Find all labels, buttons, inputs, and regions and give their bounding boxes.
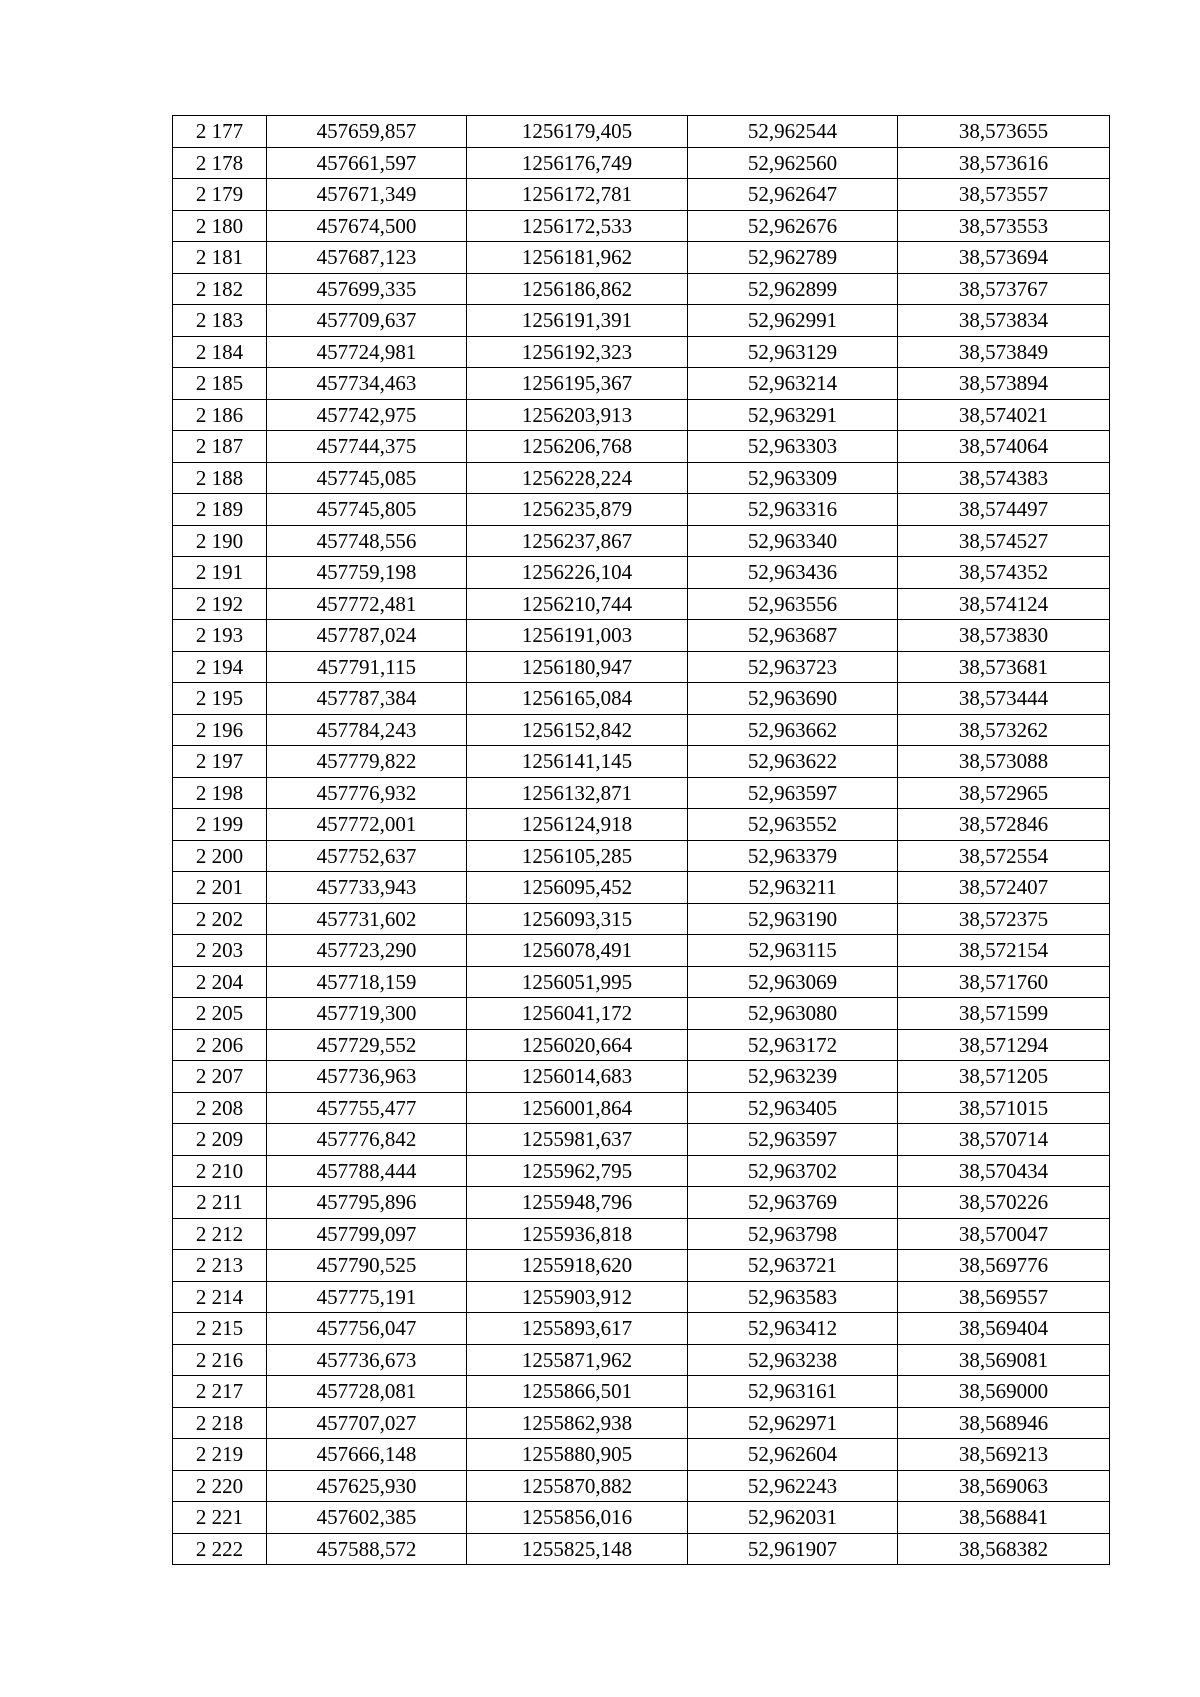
latitude-cell: 52,963309 [688, 462, 898, 494]
longitude-cell: 38,569213 [898, 1439, 1110, 1471]
table-row [173, 557, 1110, 589]
x-coordinate-cell: 457674,500 [267, 210, 467, 242]
longitude-cell: 38,573088 [898, 746, 1110, 778]
longitude-cell: 38,568382 [898, 1533, 1110, 1565]
latitude-cell: 52,962647 [688, 179, 898, 211]
point-number-cell: 2 218 [173, 1407, 267, 1439]
latitude-cell: 52,963069 [688, 966, 898, 998]
x-coordinate-cell: 457724,981 [267, 336, 467, 368]
x-coordinate-cell: 457728,081 [267, 1376, 467, 1408]
point-number-cell: 2 191 [173, 557, 267, 589]
point-number-cell: 2 181 [173, 242, 267, 274]
y-coordinate-cell: 1256165,084 [467, 683, 688, 715]
longitude-cell: 38,574383 [898, 462, 1110, 494]
latitude-cell: 52,963379 [688, 840, 898, 872]
y-coordinate-cell: 1256095,452 [467, 872, 688, 904]
longitude-cell: 38,568946 [898, 1407, 1110, 1439]
x-coordinate-cell: 457742,975 [267, 399, 467, 431]
point-number-cell: 2 219 [173, 1439, 267, 1471]
x-coordinate-cell: 457772,001 [267, 809, 467, 841]
latitude-cell: 52,963291 [688, 399, 898, 431]
latitude-cell: 52,963129 [688, 336, 898, 368]
x-coordinate-cell: 457745,805 [267, 494, 467, 526]
y-coordinate-cell: 1256237,867 [467, 525, 688, 557]
table-row [173, 179, 1110, 211]
point-number-cell: 2 211 [173, 1187, 267, 1219]
point-number-cell: 2 196 [173, 714, 267, 746]
latitude-cell: 52,963556 [688, 588, 898, 620]
table-row [173, 1061, 1110, 1093]
x-coordinate-cell: 457659,857 [267, 116, 467, 148]
point-number-cell: 2 198 [173, 777, 267, 809]
latitude-cell: 52,962676 [688, 210, 898, 242]
y-coordinate-cell: 1255903,912 [467, 1281, 688, 1313]
table-row [173, 336, 1110, 368]
latitude-cell: 52,962899 [688, 273, 898, 305]
x-coordinate-cell: 457729,552 [267, 1029, 467, 1061]
x-coordinate-cell: 457756,047 [267, 1313, 467, 1345]
latitude-cell: 52,963161 [688, 1376, 898, 1408]
table-row [173, 1376, 1110, 1408]
x-coordinate-cell: 457744,375 [267, 431, 467, 463]
x-coordinate-cell: 457755,477 [267, 1092, 467, 1124]
y-coordinate-cell: 1255962,795 [467, 1155, 688, 1187]
point-number-cell: 2 214 [173, 1281, 267, 1313]
latitude-cell: 52,963690 [688, 683, 898, 715]
table-row [173, 1029, 1110, 1061]
y-coordinate-cell: 1256020,664 [467, 1029, 688, 1061]
longitude-cell: 38,573655 [898, 116, 1110, 148]
point-number-cell: 2 216 [173, 1344, 267, 1376]
longitude-cell: 38,574527 [898, 525, 1110, 557]
point-number-cell: 2 208 [173, 1092, 267, 1124]
point-number-cell: 2 177 [173, 116, 267, 148]
point-number-cell: 2 189 [173, 494, 267, 526]
point-number-cell: 2 180 [173, 210, 267, 242]
longitude-cell: 38,572554 [898, 840, 1110, 872]
table-row [173, 210, 1110, 242]
longitude-cell: 38,570047 [898, 1218, 1110, 1250]
y-coordinate-cell: 1256192,323 [467, 336, 688, 368]
y-coordinate-cell: 1255936,818 [467, 1218, 688, 1250]
longitude-cell: 38,573694 [898, 242, 1110, 274]
y-coordinate-cell: 1256186,862 [467, 273, 688, 305]
table-row [173, 1281, 1110, 1313]
y-coordinate-cell: 1255893,617 [467, 1313, 688, 1345]
y-coordinate-cell: 1256191,391 [467, 305, 688, 337]
x-coordinate-cell: 457734,463 [267, 368, 467, 400]
table-row [173, 368, 1110, 400]
longitude-cell: 38,571294 [898, 1029, 1110, 1061]
table-row [173, 242, 1110, 274]
x-coordinate-cell: 457748,556 [267, 525, 467, 557]
y-coordinate-cell: 1256105,285 [467, 840, 688, 872]
table-row [173, 966, 1110, 998]
y-coordinate-cell: 1255856,016 [467, 1502, 688, 1534]
y-coordinate-cell: 1256206,768 [467, 431, 688, 463]
y-coordinate-cell: 1256195,367 [467, 368, 688, 400]
longitude-cell: 38,569776 [898, 1250, 1110, 1282]
y-coordinate-cell: 1256226,104 [467, 557, 688, 589]
table-row [173, 1502, 1110, 1534]
latitude-cell: 52,962604 [688, 1439, 898, 1471]
table-row [173, 998, 1110, 1030]
latitude-cell: 52,963190 [688, 903, 898, 935]
coordinates-table [172, 115, 1110, 1565]
x-coordinate-cell: 457799,097 [267, 1218, 467, 1250]
y-coordinate-cell: 1255880,905 [467, 1439, 688, 1471]
x-coordinate-cell: 457776,932 [267, 777, 467, 809]
latitude-cell: 52,961907 [688, 1533, 898, 1565]
latitude-cell: 52,963239 [688, 1061, 898, 1093]
x-coordinate-cell: 457779,822 [267, 746, 467, 778]
longitude-cell: 38,571599 [898, 998, 1110, 1030]
longitude-cell: 38,572154 [898, 935, 1110, 967]
latitude-cell: 52,963798 [688, 1218, 898, 1250]
latitude-cell: 52,963687 [688, 620, 898, 652]
y-coordinate-cell: 1256210,744 [467, 588, 688, 620]
longitude-cell: 38,571015 [898, 1092, 1110, 1124]
x-coordinate-cell: 457733,943 [267, 872, 467, 904]
y-coordinate-cell: 1256228,224 [467, 462, 688, 494]
x-coordinate-cell: 457625,930 [267, 1470, 467, 1502]
y-coordinate-cell: 1256093,315 [467, 903, 688, 935]
longitude-cell: 38,574021 [898, 399, 1110, 431]
longitude-cell: 38,568841 [898, 1502, 1110, 1534]
latitude-cell: 52,963702 [688, 1155, 898, 1187]
longitude-cell: 38,569000 [898, 1376, 1110, 1408]
y-coordinate-cell: 1256132,871 [467, 777, 688, 809]
point-number-cell: 2 205 [173, 998, 267, 1030]
longitude-cell: 38,573767 [898, 273, 1110, 305]
x-coordinate-cell: 457666,148 [267, 1439, 467, 1471]
latitude-cell: 52,963769 [688, 1187, 898, 1219]
longitude-cell: 38,572375 [898, 903, 1110, 935]
longitude-cell: 38,574064 [898, 431, 1110, 463]
point-number-cell: 2 215 [173, 1313, 267, 1345]
point-number-cell: 2 200 [173, 840, 267, 872]
longitude-cell: 38,572846 [898, 809, 1110, 841]
x-coordinate-cell: 457661,597 [267, 147, 467, 179]
point-number-cell: 2 186 [173, 399, 267, 431]
longitude-cell: 38,569081 [898, 1344, 1110, 1376]
latitude-cell: 52,962971 [688, 1407, 898, 1439]
latitude-cell: 52,963662 [688, 714, 898, 746]
table-row [173, 651, 1110, 683]
latitude-cell: 52,963340 [688, 525, 898, 557]
longitude-cell: 38,572965 [898, 777, 1110, 809]
point-number-cell: 2 185 [173, 368, 267, 400]
longitude-cell: 38,573849 [898, 336, 1110, 368]
longitude-cell: 38,573444 [898, 683, 1110, 715]
longitude-cell: 38,573557 [898, 179, 1110, 211]
longitude-cell: 38,574497 [898, 494, 1110, 526]
latitude-cell: 52,963211 [688, 872, 898, 904]
point-number-cell: 2 197 [173, 746, 267, 778]
table-row [173, 494, 1110, 526]
y-coordinate-cell: 1255866,501 [467, 1376, 688, 1408]
table-row [173, 147, 1110, 179]
point-number-cell: 2 199 [173, 809, 267, 841]
y-coordinate-cell: 1256124,918 [467, 809, 688, 841]
table-row [173, 620, 1110, 652]
table-row [173, 1407, 1110, 1439]
x-coordinate-cell: 457790,525 [267, 1250, 467, 1282]
point-number-cell: 2 217 [173, 1376, 267, 1408]
y-coordinate-cell: 1256181,962 [467, 242, 688, 274]
x-coordinate-cell: 457791,115 [267, 651, 467, 683]
x-coordinate-cell: 457776,842 [267, 1124, 467, 1156]
y-coordinate-cell: 1255871,962 [467, 1344, 688, 1376]
y-coordinate-cell: 1256172,533 [467, 210, 688, 242]
y-coordinate-cell: 1256078,491 [467, 935, 688, 967]
y-coordinate-cell: 1256041,172 [467, 998, 688, 1030]
longitude-cell: 38,573830 [898, 620, 1110, 652]
x-coordinate-cell: 457745,085 [267, 462, 467, 494]
table-row [173, 1124, 1110, 1156]
y-coordinate-cell: 1256191,003 [467, 620, 688, 652]
latitude-cell: 52,963080 [688, 998, 898, 1030]
table-row [173, 1250, 1110, 1282]
x-coordinate-cell: 457602,385 [267, 1502, 467, 1534]
point-number-cell: 2 212 [173, 1218, 267, 1250]
y-coordinate-cell: 1256180,947 [467, 651, 688, 683]
table-row [173, 1218, 1110, 1250]
longitude-cell: 38,570226 [898, 1187, 1110, 1219]
x-coordinate-cell: 457795,896 [267, 1187, 467, 1219]
longitude-cell: 38,573834 [898, 305, 1110, 337]
latitude-cell: 52,963436 [688, 557, 898, 589]
y-coordinate-cell: 1255948,796 [467, 1187, 688, 1219]
x-coordinate-cell: 457736,963 [267, 1061, 467, 1093]
point-number-cell: 2 209 [173, 1124, 267, 1156]
table-row [173, 1187, 1110, 1219]
latitude-cell: 52,962544 [688, 116, 898, 148]
x-coordinate-cell: 457788,444 [267, 1155, 467, 1187]
x-coordinate-cell: 457588,572 [267, 1533, 467, 1565]
latitude-cell: 52,963214 [688, 368, 898, 400]
point-number-cell: 2 195 [173, 683, 267, 715]
latitude-cell: 52,963303 [688, 431, 898, 463]
y-coordinate-cell: 1256235,879 [467, 494, 688, 526]
table-row [173, 431, 1110, 463]
x-coordinate-cell: 457772,481 [267, 588, 467, 620]
table-row [173, 1155, 1110, 1187]
longitude-cell: 38,572407 [898, 872, 1110, 904]
x-coordinate-cell: 457731,602 [267, 903, 467, 935]
table-row [173, 1092, 1110, 1124]
latitude-cell: 52,963583 [688, 1281, 898, 1313]
longitude-cell: 38,573894 [898, 368, 1110, 400]
point-number-cell: 2 203 [173, 935, 267, 967]
x-coordinate-cell: 457687,123 [267, 242, 467, 274]
latitude-cell: 52,963238 [688, 1344, 898, 1376]
latitude-cell: 52,963172 [688, 1029, 898, 1061]
point-number-cell: 2 188 [173, 462, 267, 494]
longitude-cell: 38,574124 [898, 588, 1110, 620]
table-row [173, 1344, 1110, 1376]
latitude-cell: 52,963115 [688, 935, 898, 967]
latitude-cell: 52,962560 [688, 147, 898, 179]
table-row [173, 935, 1110, 967]
x-coordinate-cell: 457736,673 [267, 1344, 467, 1376]
point-number-cell: 2 187 [173, 431, 267, 463]
table-row [173, 840, 1110, 872]
longitude-cell: 38,570714 [898, 1124, 1110, 1156]
y-coordinate-cell: 1256176,749 [467, 147, 688, 179]
point-number-cell: 2 206 [173, 1029, 267, 1061]
latitude-cell: 52,962031 [688, 1502, 898, 1534]
point-number-cell: 2 194 [173, 651, 267, 683]
point-number-cell: 2 179 [173, 179, 267, 211]
table-row [173, 1313, 1110, 1345]
table-row [173, 116, 1110, 148]
x-coordinate-cell: 457709,637 [267, 305, 467, 337]
point-number-cell: 2 222 [173, 1533, 267, 1565]
y-coordinate-cell: 1256141,145 [467, 746, 688, 778]
point-number-cell: 2 221 [173, 1502, 267, 1534]
x-coordinate-cell: 457784,243 [267, 714, 467, 746]
x-coordinate-cell: 457759,198 [267, 557, 467, 589]
point-number-cell: 2 178 [173, 147, 267, 179]
y-coordinate-cell: 1256001,864 [467, 1092, 688, 1124]
table-row [173, 1470, 1110, 1502]
longitude-cell: 38,573681 [898, 651, 1110, 683]
y-coordinate-cell: 1255862,938 [467, 1407, 688, 1439]
x-coordinate-cell: 457723,290 [267, 935, 467, 967]
longitude-cell: 38,573553 [898, 210, 1110, 242]
longitude-cell: 38,574352 [898, 557, 1110, 589]
y-coordinate-cell: 1255918,620 [467, 1250, 688, 1282]
latitude-cell: 52,963597 [688, 1124, 898, 1156]
y-coordinate-cell: 1255825,148 [467, 1533, 688, 1565]
point-number-cell: 2 184 [173, 336, 267, 368]
point-number-cell: 2 220 [173, 1470, 267, 1502]
longitude-cell: 38,569063 [898, 1470, 1110, 1502]
latitude-cell: 52,962789 [688, 242, 898, 274]
point-number-cell: 2 192 [173, 588, 267, 620]
y-coordinate-cell: 1256014,683 [467, 1061, 688, 1093]
x-coordinate-cell: 457787,024 [267, 620, 467, 652]
point-number-cell: 2 213 [173, 1250, 267, 1282]
point-number-cell: 2 190 [173, 525, 267, 557]
latitude-cell: 52,963552 [688, 809, 898, 841]
latitude-cell: 52,963597 [688, 777, 898, 809]
x-coordinate-cell: 457787,384 [267, 683, 467, 715]
point-number-cell: 2 201 [173, 872, 267, 904]
table-row [173, 746, 1110, 778]
longitude-cell: 38,573262 [898, 714, 1110, 746]
latitude-cell: 52,963723 [688, 651, 898, 683]
point-number-cell: 2 210 [173, 1155, 267, 1187]
table-row [173, 462, 1110, 494]
latitude-cell: 52,962243 [688, 1470, 898, 1502]
point-number-cell: 2 207 [173, 1061, 267, 1093]
table-row [173, 525, 1110, 557]
y-coordinate-cell: 1255870,882 [467, 1470, 688, 1502]
longitude-cell: 38,570434 [898, 1155, 1110, 1187]
y-coordinate-cell: 1256152,842 [467, 714, 688, 746]
table-row [173, 777, 1110, 809]
table-row [173, 1533, 1110, 1565]
table-row [173, 305, 1110, 337]
latitude-cell: 52,963721 [688, 1250, 898, 1282]
longitude-cell: 38,571205 [898, 1061, 1110, 1093]
x-coordinate-cell: 457718,159 [267, 966, 467, 998]
point-number-cell: 2 182 [173, 273, 267, 305]
x-coordinate-cell: 457719,300 [267, 998, 467, 1030]
y-coordinate-cell: 1255981,637 [467, 1124, 688, 1156]
table-row [173, 399, 1110, 431]
point-number-cell: 2 202 [173, 903, 267, 935]
y-coordinate-cell: 1256203,913 [467, 399, 688, 431]
point-number-cell: 2 183 [173, 305, 267, 337]
x-coordinate-cell: 457752,637 [267, 840, 467, 872]
table-row [173, 903, 1110, 935]
coordinates-table-body [173, 116, 1110, 1565]
longitude-cell: 38,571760 [898, 966, 1110, 998]
y-coordinate-cell: 1256172,781 [467, 179, 688, 211]
x-coordinate-cell: 457775,191 [267, 1281, 467, 1313]
x-coordinate-cell: 457699,335 [267, 273, 467, 305]
table-row [173, 714, 1110, 746]
table-row [173, 588, 1110, 620]
y-coordinate-cell: 1256051,995 [467, 966, 688, 998]
latitude-cell: 52,963412 [688, 1313, 898, 1345]
y-coordinate-cell: 1256179,405 [467, 116, 688, 148]
table-row [173, 809, 1110, 841]
table-row [173, 683, 1110, 715]
table-row [173, 872, 1110, 904]
latitude-cell: 52,962991 [688, 305, 898, 337]
point-number-cell: 2 204 [173, 966, 267, 998]
x-coordinate-cell: 457671,349 [267, 179, 467, 211]
table-row [173, 273, 1110, 305]
latitude-cell: 52,963405 [688, 1092, 898, 1124]
longitude-cell: 38,569557 [898, 1281, 1110, 1313]
latitude-cell: 52,963316 [688, 494, 898, 526]
longitude-cell: 38,569404 [898, 1313, 1110, 1345]
latitude-cell: 52,963622 [688, 746, 898, 778]
x-coordinate-cell: 457707,027 [267, 1407, 467, 1439]
table-row [173, 1439, 1110, 1471]
longitude-cell: 38,573616 [898, 147, 1110, 179]
point-number-cell: 2 193 [173, 620, 267, 652]
